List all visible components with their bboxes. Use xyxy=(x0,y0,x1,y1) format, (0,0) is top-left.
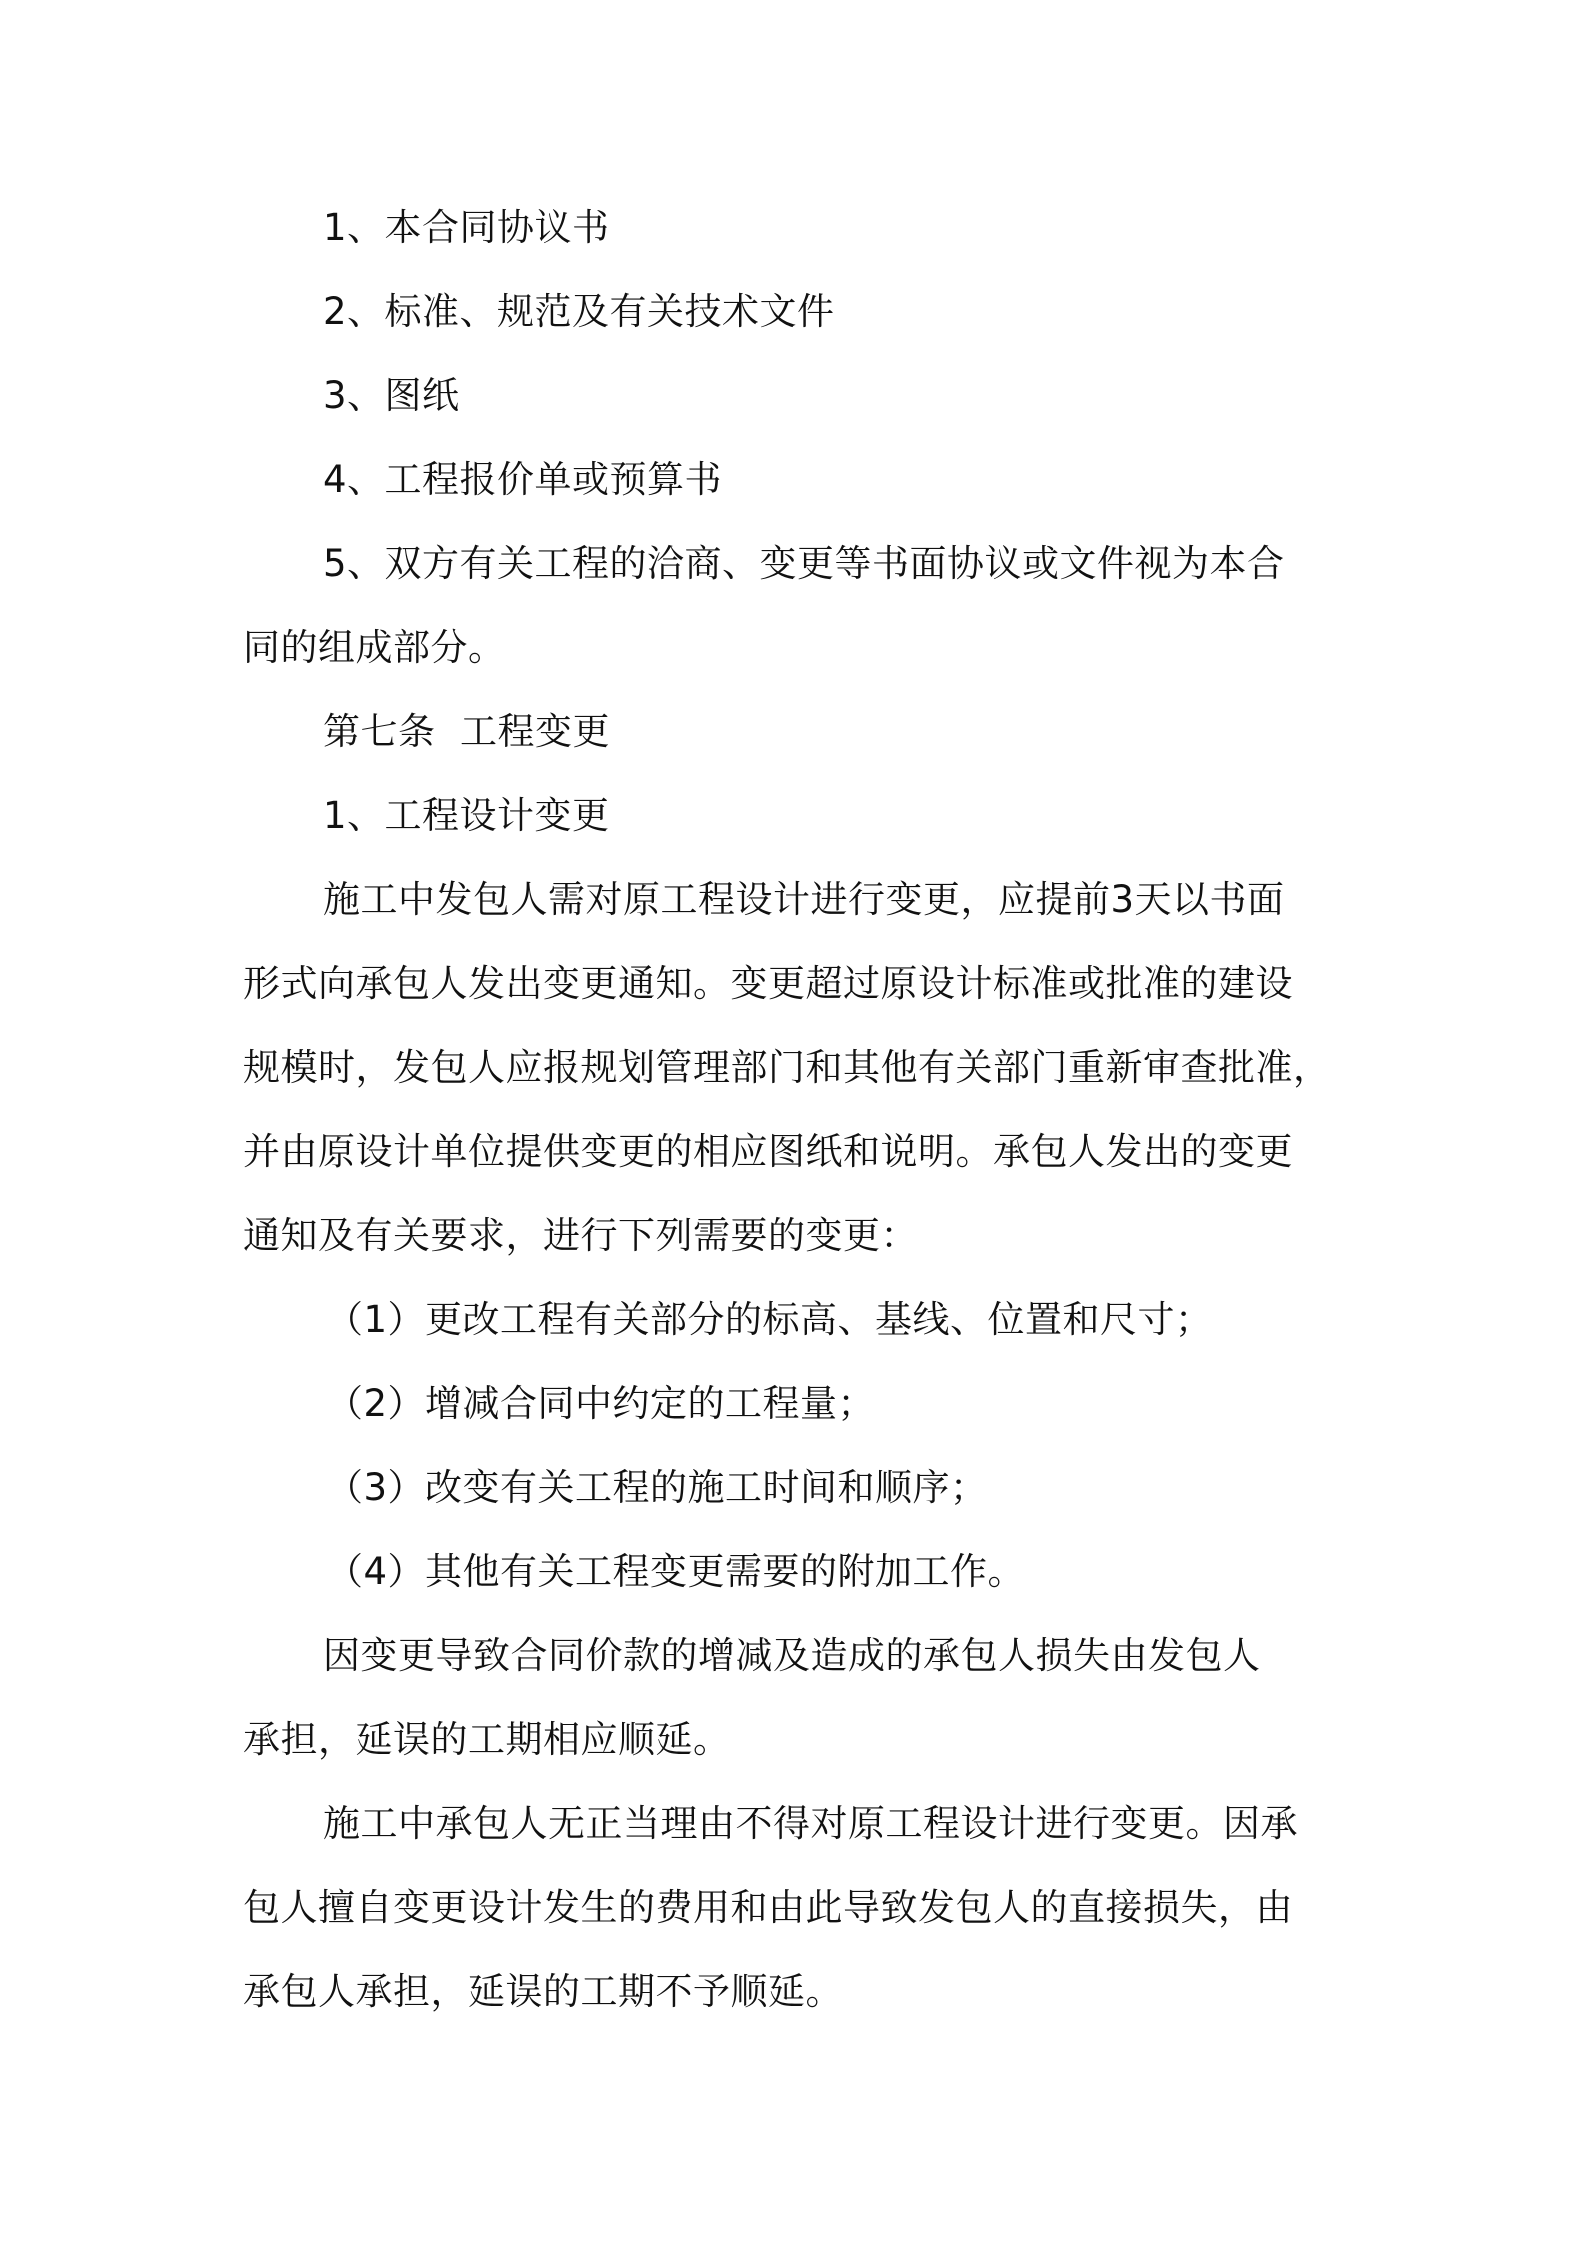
paragraph-line: 施工中发包人需对原工程设计进行变更，应提前3天以书面 xyxy=(323,878,1285,921)
paragraph-line: 5、双方有关工程的洽商、变更等书面协议或文件视为本合 xyxy=(323,542,1285,585)
paragraph-line: 并由原设计单位提供变更的相应图纸和说明。承包人发出的变更 xyxy=(243,1130,1293,1173)
list-item: 1、本合同协议书 xyxy=(323,206,610,249)
paragraph-line: 同的组成部分。 xyxy=(243,626,506,669)
list-item: 4、工程报价单或预算书 xyxy=(323,458,723,501)
list-item: 3、图纸 xyxy=(323,374,460,417)
paragraph-line: 形式向承包人发出变更通知。变更超过原设计标准或批准的建设 xyxy=(243,962,1293,1005)
paragraph-line: 包人擅自变更设计发生的费用和由此导致发包人的直接损失，由 xyxy=(243,1886,1293,1929)
list-item: （2）增减合同中约定的工程量； xyxy=(326,1382,876,1425)
list-item: （3）改变有关工程的施工时间和顺序； xyxy=(326,1466,988,1509)
paragraph-line: 通知及有关要求，进行下列需要的变更： xyxy=(243,1214,918,1257)
section-heading: 第七条 工程变更 xyxy=(323,710,611,753)
subsection-heading: 1、工程设计变更 xyxy=(323,794,610,837)
list-item: 2、标准、规范及有关技术文件 xyxy=(323,290,835,333)
paragraph-line: 承担，延误的工期相应顺延。 xyxy=(243,1718,731,1761)
paragraph-line: 规模时，发包人应报规划管理部门和其他有关部门重新审查批准， xyxy=(243,1046,1331,1089)
list-item: （4）其他有关工程变更需要的附加工作。 xyxy=(326,1550,1026,1593)
list-item: （1）更改工程有关部分的标高、基线、位置和尺寸； xyxy=(326,1298,1213,1341)
paragraph-line: 因变更导致合同价款的增减及造成的承包人损失由发包人 xyxy=(323,1634,1261,1677)
paragraph-line: 施工中承包人无正当理由不得对原工程设计进行变更。因承 xyxy=(323,1802,1298,1845)
paragraph-line: 承包人承担，延误的工期不予顺延。 xyxy=(243,1970,843,2013)
